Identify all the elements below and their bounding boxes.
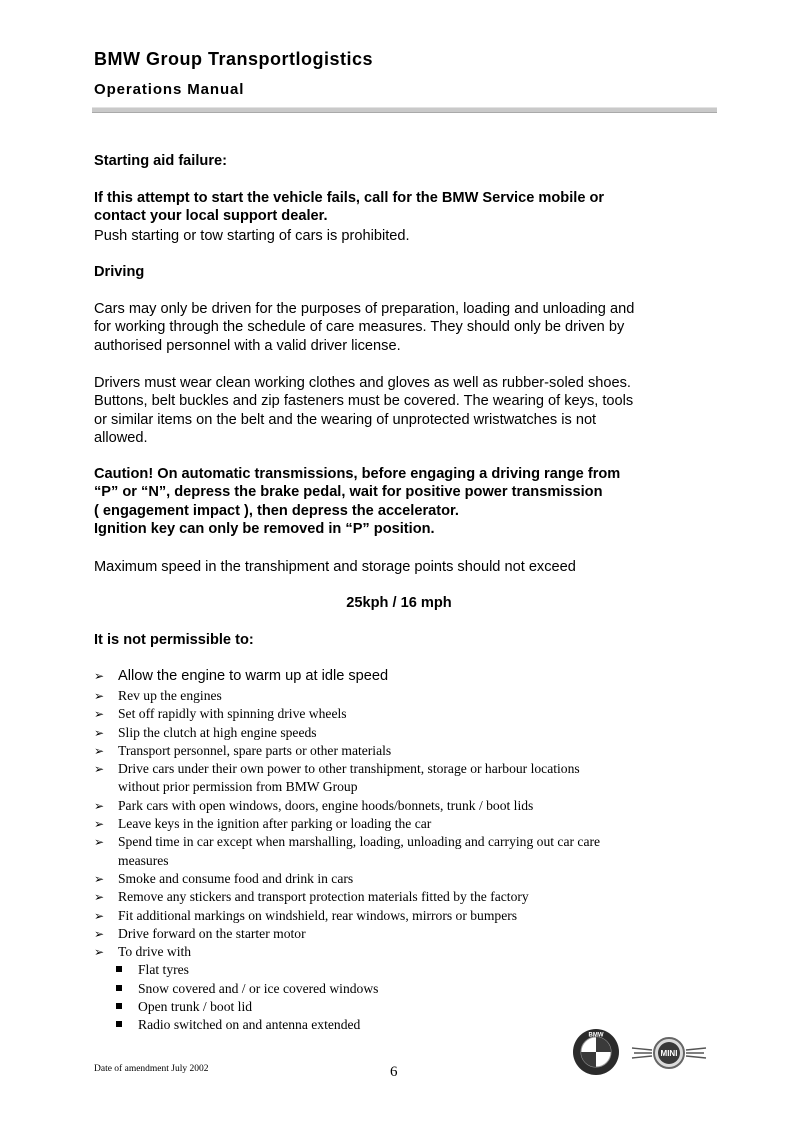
mini-logo-lettering: MINI xyxy=(660,1049,678,1058)
sub-list-item: Radio switched on and antenna extended xyxy=(94,1016,704,1034)
list-item: ➢ Set off rapidly with spinning drive wheels xyxy=(94,705,704,723)
list-item: ➢ To drive with Flat tyres Snow covered and / or ice covered windows Open trunk / boot lid Radio switched on and antenna extended xyxy=(94,943,704,1034)
list-item: ➢ Fit additional markings on windshield, rear windows, mirrors or bumpers xyxy=(94,907,704,925)
sub-list-item: Open trunk / boot lid xyxy=(94,998,704,1016)
list-item: ➢ Slip the clutch at high engine speeds xyxy=(94,724,704,742)
square-bullet-icon xyxy=(116,1003,122,1009)
list-item: ➢ Transport personnel, spare parts or other materials xyxy=(94,742,704,760)
list-item: ➢ Park cars with open windows, doors, engine hoods/bonnets, trunk / boot lids xyxy=(94,797,704,815)
starting-aid-instruction: If this attempt to start the vehicle fails, call for the BMW Service mobile or contact your local support dealer. xyxy=(94,190,605,225)
arrow-bullet-icon: ➢ xyxy=(94,725,105,740)
prohibited-actions-list xyxy=(94,666,704,1035)
driving-paragraph-1: Cars may only be driven for the purposes of preparation, loading and unloading and for working through the schedule of care measures. They should only be driven by authorised personnel with a valid driver license. xyxy=(94,301,635,354)
arrow-bullet-icon: ➢ xyxy=(94,743,105,758)
list-item: ➢ Spend time in car except when marshalling, loading, unloading and carrying out car care measures xyxy=(94,834,601,868)
driving-heading: Driving xyxy=(94,264,145,280)
arrow-bullet-icon: ➢ xyxy=(94,762,105,777)
list-item: ➢ Smoke and consume food and drink in cars xyxy=(94,870,704,888)
arrow-bullet-icon: ➢ xyxy=(94,871,105,886)
arrow-bullet-icon: ➢ xyxy=(94,817,105,832)
driving-paragraph-2: Drivers must wear clean working clothes and gloves as well as rubber-soled shoes. Buttons, belt buckles and zip fasteners must be covered. The wearing of keys, tools or similar items on the belt and the wearing of unprotected wristwatches is not allowed. xyxy=(94,375,634,446)
arrow-bullet-icon: ➢ xyxy=(94,798,105,813)
square-bullet-icon xyxy=(116,985,122,991)
list-item: ➢ Remove any stickers and transport protection materials fitted by the factory xyxy=(94,888,704,906)
square-bullet-icon xyxy=(116,1021,122,1027)
caution-paragraph: Caution! On automatic transmissions, before engaging a driving range from “P” or “N”, depress the brake pedal, wait for positive power transmission ( engagement impact ), then depress the accelerator. Ignition key can only be removed in “P” position. xyxy=(94,466,621,537)
bmw-logo-lettering: BMW xyxy=(588,1032,604,1039)
drive-conditions-sublist xyxy=(118,961,704,1034)
document-subtitle: Operations Manual xyxy=(94,81,245,98)
page-number: 6 xyxy=(390,1064,398,1080)
speed-limit-value: 25kph / 16 mph xyxy=(346,595,452,611)
starting-aid-prohibition: Push starting or tow starting of cars is prohibited. xyxy=(94,228,410,244)
list-item: ➢ Allow the engine to warm up at idle speed xyxy=(94,666,704,687)
arrow-bullet-icon: ➢ xyxy=(94,926,105,941)
list-item: ➢ Drive forward on the starter motor xyxy=(94,925,704,943)
max-speed-text: Maximum speed in the transhipment and storage points should not exceed xyxy=(94,559,576,575)
arrow-bullet-icon: ➢ xyxy=(94,707,105,722)
arrow-bullet-icon: ➢ xyxy=(94,890,105,905)
document-title: BMW Group Transportlogistics xyxy=(94,49,374,69)
arrow-bullet-icon: ➢ xyxy=(94,835,105,850)
bmw-logo xyxy=(572,1028,620,1076)
header-divider xyxy=(92,107,717,113)
list-item: ➢ Drive cars under their own power to other transhipment, storage or harbour locations without prior permission from BMW Group xyxy=(94,761,580,795)
list-item: ➢ Leave keys in the ignition after parking or loading the car xyxy=(94,815,704,833)
list-item: ➢ Rev up the engines xyxy=(94,687,704,705)
sub-list-item: Flat tyres xyxy=(94,961,704,979)
mini-logo xyxy=(630,1036,708,1070)
arrow-bullet-icon: ➢ xyxy=(94,689,105,703)
arrow-bullet-icon: ➢ xyxy=(94,669,105,683)
not-permissible-heading: It is not permissible to: xyxy=(94,632,254,648)
starting-aid-heading: Starting aid failure: xyxy=(94,153,227,169)
arrow-bullet-icon: ➢ xyxy=(94,945,105,960)
square-bullet-icon xyxy=(116,966,122,972)
amendment-date: Date of amendment July 2002 xyxy=(94,1064,209,1074)
arrow-bullet-icon: ➢ xyxy=(94,908,105,923)
sub-list-item: Snow covered and / or ice covered windows xyxy=(94,980,704,998)
